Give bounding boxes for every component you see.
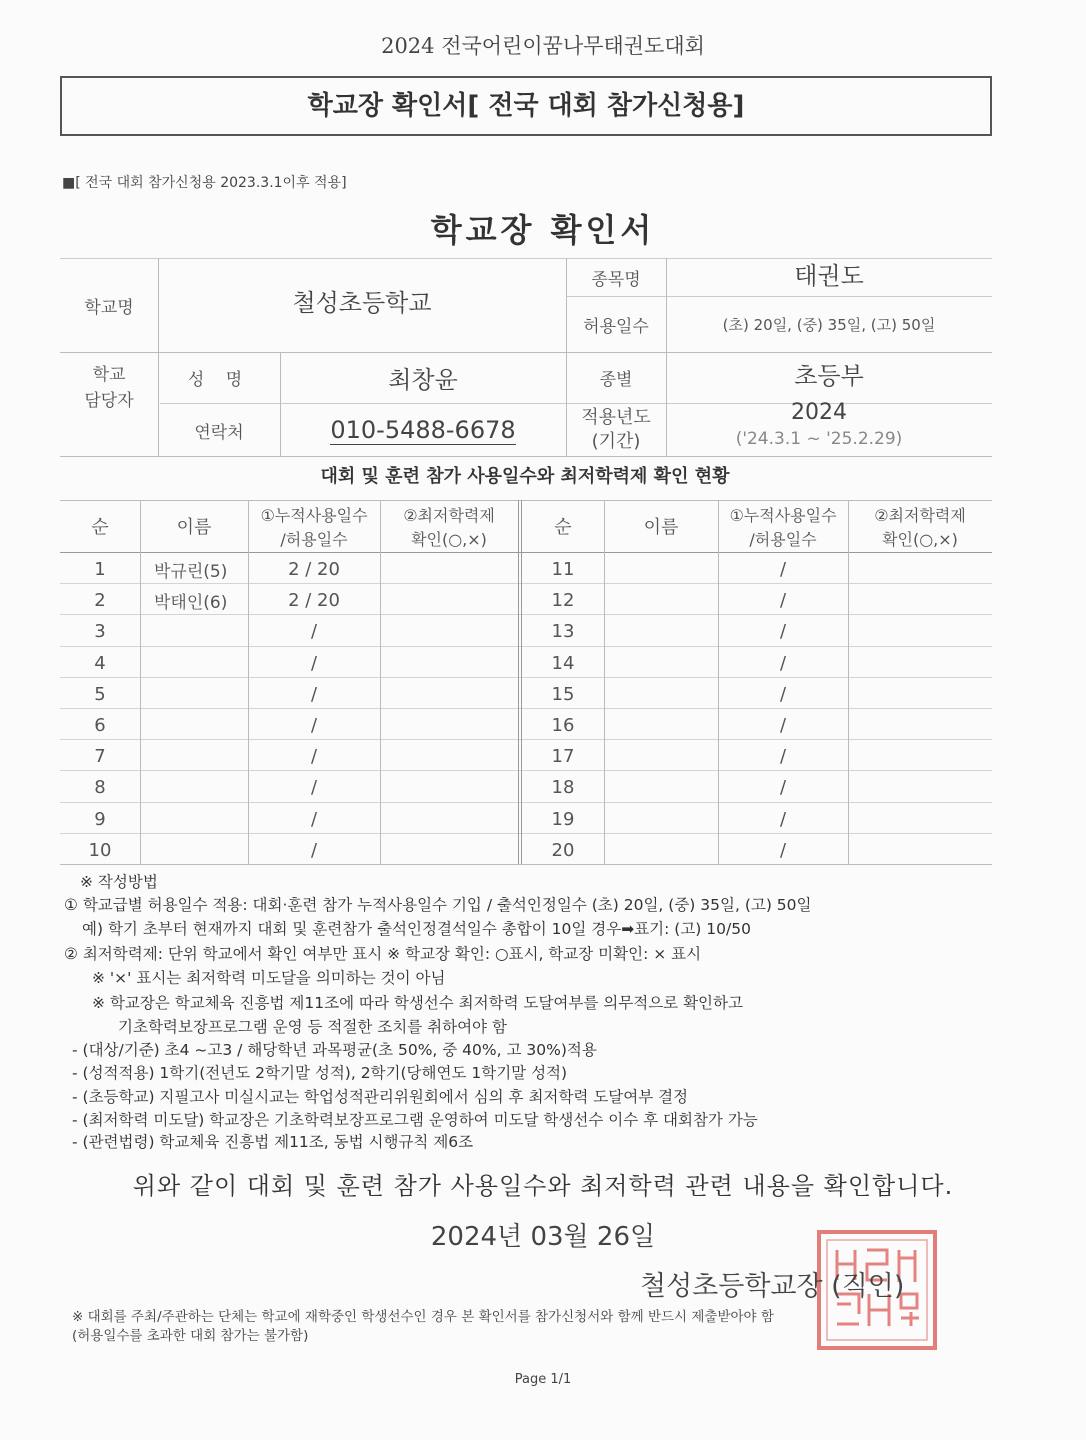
boxed-document-title: 학교장 확인서[ 전국 대회 참가신청용] — [60, 76, 992, 136]
footnote-line2: (허용일수를 초과한 대회 참가는 불가함) — [72, 1328, 309, 1344]
row-number: 15 — [551, 683, 575, 705]
principal-signature: 철성초등학교장 (직인) — [640, 1271, 905, 1302]
instruction-line: - (성적적용) 1학기(전년도 2학기말 성적), 2학기(당해연도 1학기말 성적) — [72, 1064, 568, 1082]
row-min-check — [380, 710, 518, 741]
row-student-name — [140, 741, 248, 772]
row-number: 7 — [94, 746, 106, 768]
row-days-used: / — [779, 683, 787, 705]
event-title: 2024 전국어린이꿈나무태권도대회 — [381, 34, 705, 58]
section-title: 대회 및 훈련 참가 사용일수와 최저학력제 확인 현황 — [320, 466, 730, 487]
row-days-used: / — [779, 839, 787, 861]
row-min-check — [848, 616, 992, 647]
row-student-name — [140, 616, 248, 647]
row-min-check — [380, 554, 518, 585]
row-student-name — [604, 772, 718, 803]
row-min-check — [380, 741, 518, 772]
year-label-line2: (기간) — [591, 431, 641, 452]
row-min-check — [380, 648, 518, 679]
year-label-line1: 적용년도 — [581, 407, 651, 428]
header-days-line1: ①누적사용일수 — [260, 506, 368, 525]
row-min-check — [848, 554, 992, 585]
row-min-check — [380, 835, 518, 866]
row-student-name — [604, 835, 718, 866]
row-min-check — [380, 772, 518, 803]
row-min-check — [380, 616, 518, 647]
row-min-check — [848, 741, 992, 772]
instruction-line: ① 학교급별 허용일수 적용: 대회·훈련 참가 누적사용일수 기입 / 출석인정일수 (초) 20일, (중) 35일, (고) 50일 — [64, 896, 812, 914]
row-min-check — [848, 585, 992, 616]
row-number: 18 — [551, 777, 575, 799]
manager-label — [60, 366, 158, 410]
row-student-name: 박규린(5) — [154, 562, 228, 583]
header-days-right — [718, 502, 848, 554]
instruction-line: - (초등학교) 지필고사 미실시교는 학업성적관리위원회에서 심의 후 최저학력 도달여부 결정 — [72, 1088, 689, 1106]
instruction-line: ※ '×' 표시는 최저학력 미도달을 의미하는 것이 아님 — [92, 969, 446, 987]
instruction-line: 기초학력보장프로그램 운영 등 적절한 조치를 취하여야 함 — [118, 1018, 507, 1036]
row-student-name — [604, 554, 718, 585]
allowed-days-value: (초) 20일, (중) 35일, (고) 50일 — [722, 315, 936, 334]
instruction-line: 예) 학기 초부터 현재까지 대회 및 훈련참가 출석인정결석일수 총합이 10일 경우➡표기: (고) 10/50 — [82, 920, 751, 938]
row-days-used: / — [779, 590, 787, 612]
document-title: 학교장 확인서 — [430, 211, 656, 249]
header-min-line2: 확인(○,×) — [882, 530, 958, 549]
row-number: 1 — [94, 559, 106, 581]
row-days-used: / — [310, 715, 318, 737]
row-number: 3 — [94, 621, 106, 643]
instruction-line: - (대상/기준) 초4 ~고3 / 해당학년 과목평균(초 50%, 중 40%, 고 30%)적용 — [72, 1041, 597, 1059]
row-days-used: / — [779, 808, 787, 830]
row-number: 9 — [94, 808, 106, 830]
confirmation-date: 2024년 03월 26일 — [430, 1222, 656, 1252]
row-min-check — [380, 804, 518, 835]
row-min-check — [380, 679, 518, 710]
sport-label: 종목명 — [591, 269, 641, 290]
confirmation-statement: 위와 같이 대회 및 훈련 참가 사용일수와 최저학력 관련 내용을 확인합니다. — [132, 1172, 954, 1200]
row-student-name — [140, 772, 248, 803]
row-min-check — [848, 772, 992, 803]
row-days-used: / — [310, 777, 318, 799]
header-days-line2: /허용일수 — [749, 530, 817, 549]
row-student-name — [604, 804, 718, 835]
row-number: 2 — [94, 590, 106, 612]
row-days-used: / — [310, 652, 318, 674]
page-number: Page 1/1 — [514, 1372, 572, 1387]
period-value: ('24.3.1 ~ '25.2.29) — [735, 429, 903, 449]
row-days-used: / — [310, 746, 318, 768]
year-number: 2024 — [791, 400, 847, 425]
name-label: 성 명 — [187, 369, 251, 390]
row-number: 8 — [94, 777, 106, 799]
instruction-line: ※ 학교장은 학교체육 진흥법 제11조에 따라 학생선수 최저학력 도달여부를 의무적으로 확인하고 — [92, 994, 743, 1012]
row-number: 5 — [94, 683, 106, 705]
header-days-left — [248, 502, 380, 554]
row-min-check — [848, 679, 992, 710]
year-value — [666, 398, 972, 454]
row-days-used: / — [779, 715, 787, 737]
division-label: 종별 — [599, 369, 633, 390]
header-min-line2: 확인(○,×) — [411, 530, 487, 549]
row-number: 20 — [551, 839, 575, 861]
row-number: 13 — [551, 621, 575, 643]
manager-name: 최창윤 — [388, 365, 458, 394]
row-days-used: 2 / 20 — [288, 559, 340, 581]
instruction-line: ② 최저학력제: 단위 학교에서 확인 여부만 표시 ※ 학교장 확인: ○표시, 학교장 미확인: × 표시 — [64, 945, 702, 963]
row-min-check — [848, 648, 992, 679]
header-no-right: 순 — [554, 517, 572, 538]
row-days-used: / — [779, 559, 787, 581]
header-name-left: 이름 — [176, 517, 212, 538]
row-days-used: / — [310, 839, 318, 861]
row-days-used: / — [779, 621, 787, 643]
header-name-right: 이름 — [643, 517, 679, 538]
row-student-name: 박태인(6) — [154, 593, 228, 614]
school-label: 학교명 — [84, 297, 134, 318]
row-number: 19 — [551, 808, 575, 830]
row-days-used: / — [779, 652, 787, 674]
row-student-name — [140, 679, 248, 710]
row-days-used: 2 / 20 — [288, 590, 340, 612]
footnote-line1: ※ 대회를 주최/주관하는 단체는 학교에 재학중인 학생선수인 경우 본 확인서를 참가신청서와 함께 반드시 제출받아야 함 — [72, 1309, 774, 1325]
header-days-line2: /허용일수 — [280, 530, 348, 549]
row-min-check — [848, 835, 992, 866]
row-days-used: / — [779, 777, 787, 799]
header-min-line1: ②최저학력제 — [874, 506, 966, 525]
header-min-right — [848, 502, 992, 554]
header-min-line1: ②최저학력제 — [403, 506, 495, 525]
row-days-used: / — [310, 683, 318, 705]
division-value: 초등부 — [794, 361, 864, 390]
row-student-name — [140, 710, 248, 741]
row-min-check — [848, 710, 992, 741]
manager-label-line1: 학교 — [92, 365, 126, 385]
row-number: 12 — [551, 590, 575, 612]
instruction-line: - (최저학력 미도달) 학교장은 기초학력보장프로그램 운영하여 미도달 학생선수 이수 후 대회참가 가능 — [72, 1111, 758, 1129]
school-name: 철성초등학교 — [292, 288, 432, 317]
row-number: 10 — [88, 839, 112, 861]
contact-value — [280, 404, 566, 456]
row-days-used: / — [310, 808, 318, 830]
row-student-name — [140, 648, 248, 679]
footnote — [72, 1308, 774, 1346]
row-student-name — [604, 741, 718, 772]
row-min-check — [848, 804, 992, 835]
row-student-name — [140, 835, 248, 866]
year-label — [566, 404, 666, 456]
row-min-check — [380, 585, 518, 616]
row-number: 17 — [551, 746, 575, 768]
row-student-name — [604, 710, 718, 741]
allowed-days-label: 허용일수 — [583, 316, 649, 337]
applicability-note: ■[ 전국 대회 참가신청용 2023.3.1이후 적용] — [62, 175, 347, 191]
contact-number: 010-5488-6678 — [330, 415, 516, 444]
header-no-left: 순 — [91, 517, 109, 538]
instruction-line: - (관련법령) 학교체육 진흥법 제11조, 동법 시행규칙 제6조 — [72, 1133, 474, 1151]
row-number: 16 — [551, 715, 575, 737]
row-student-name — [604, 585, 718, 616]
row-student-name — [604, 616, 718, 647]
row-student-name — [140, 804, 248, 835]
manager-label-line2: 담당자 — [84, 391, 134, 411]
row-number: 4 — [94, 652, 106, 674]
row-days-used: / — [779, 746, 787, 768]
row-number: 6 — [94, 715, 106, 737]
header-days-line1: ①누적사용일수 — [729, 506, 837, 525]
header-min-left — [380, 502, 518, 554]
row-number: 14 — [551, 652, 575, 674]
sport-value: 태권도 — [794, 261, 864, 290]
row-days-used: / — [310, 621, 318, 643]
row-student-name — [604, 679, 718, 710]
row-student-name — [604, 648, 718, 679]
row-number: 11 — [551, 559, 575, 581]
contact-label: 연락처 — [194, 422, 244, 443]
instruction-line: ※ 작성방법 — [80, 873, 158, 891]
